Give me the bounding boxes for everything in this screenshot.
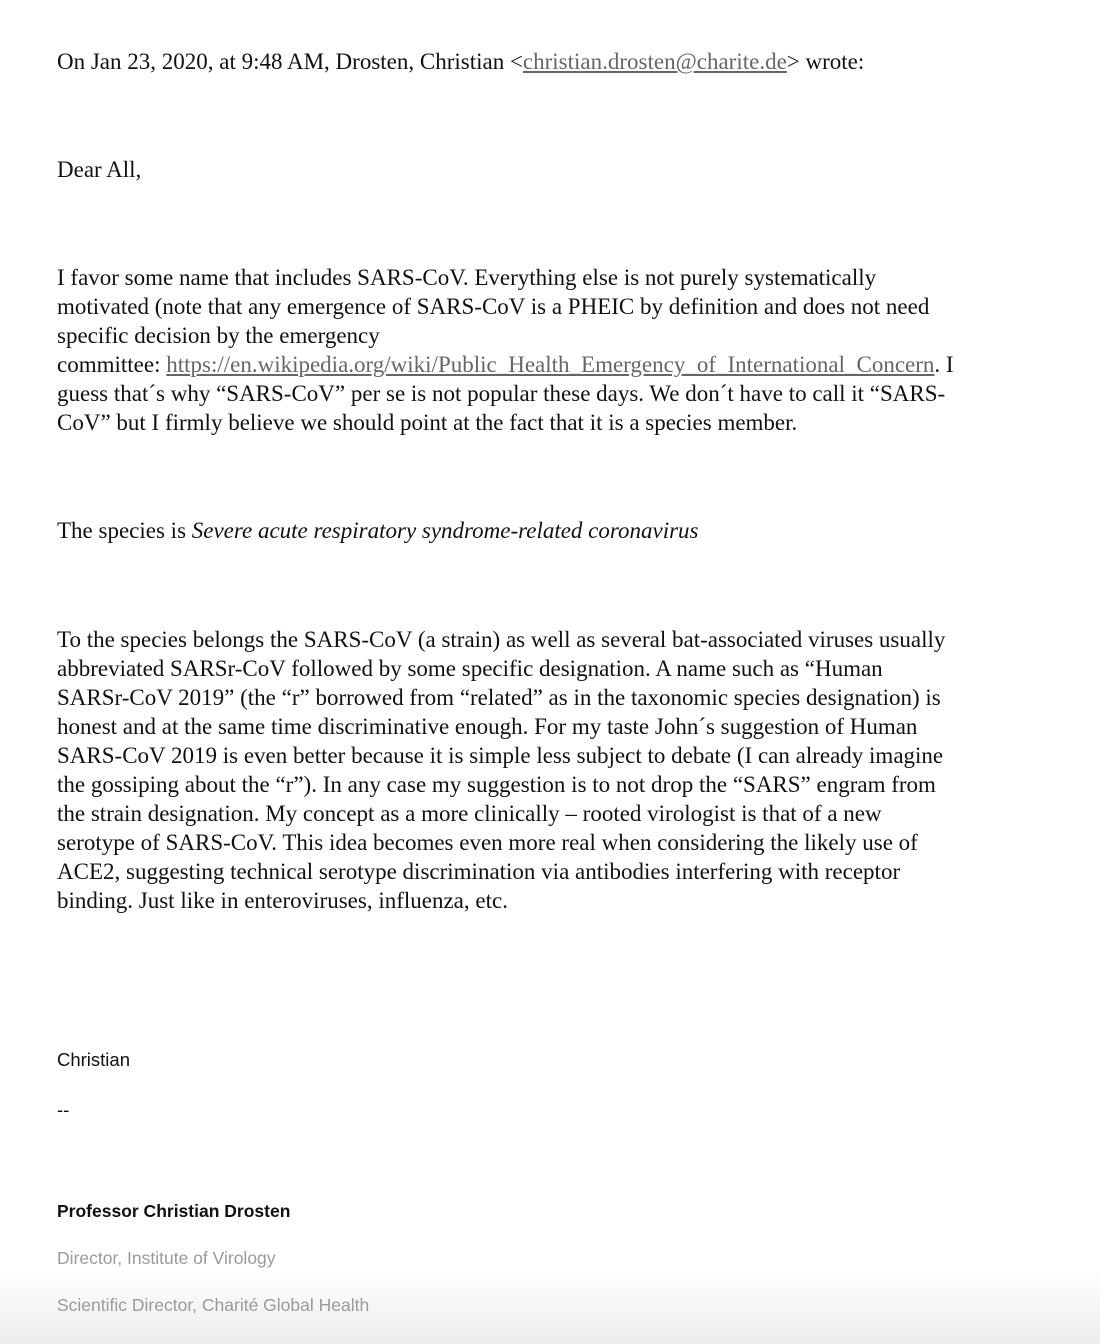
signoff: Christian <box>57 1049 130 1070</box>
sender-email-link[interactable]: christian.drosten@charite.de <box>522 49 787 74</box>
link-prefix: committee: <box>57 352 167 377</box>
signature-separator: -- <box>57 1099 70 1120</box>
species-name: Severe acute respiratory syndrome-related coronavirus <box>191 518 699 543</box>
text-line <box>57 350 954 379</box>
link-suffix: . I <box>934 352 954 377</box>
header-prefix: On Jan 23, 2020, at 9:48 AM, Drosten, Christian < <box>57 49 523 74</box>
text-line: specific decision by the emergency <box>57 323 380 348</box>
text-line: honest and at the same time discriminative enough. For my taste John´s suggestion of Human <box>57 714 918 739</box>
text-line: SARSr-CoV 2019” (the “r” borrowed from “related” as in the taxonomic species designation) is <box>57 685 941 710</box>
text-line: SARS-CoV 2019 is even better because it is simple less subject to debate (I can already imagine <box>57 743 944 768</box>
signature-title-1: Director, Institute of Virology <box>57 1248 276 1268</box>
text-line: motivated (note that any emergence of SARS-CoV is a PHEIC by definition and does not need <box>57 294 930 319</box>
signature-name: Professor Christian Drosten <box>57 1201 291 1221</box>
text-line: I favor some name that includes SARS-CoV. Everything else is not purely systematically <box>57 265 877 290</box>
text-line: the gossiping about the “r”). In any case my suggestion is to not drop the “SARS” engram from <box>57 772 936 797</box>
species-prefix: The species is <box>57 518 192 543</box>
signature-title-2: Scientific Director, Charité Global Health <box>57 1295 370 1315</box>
text-line: serotype of SARS-CoV. This idea becomes even more real when considering the likely use of <box>57 830 918 855</box>
text-line: CoV” but I firmly believe we should point at the fact that it is a species member. <box>57 410 798 435</box>
header-suffix: > wrote: <box>786 49 865 74</box>
text-line: ACE2, suggesting technical serotype discrimination via antibodies interfering with receptor <box>57 859 901 884</box>
text-line: abbreviated SARSr-CoV followed by some specific designation. A name such as “Human <box>57 656 883 681</box>
email-quote-header <box>57 47 864 76</box>
text-line: the strain designation. My concept as a more clinically – rooted virologist is that of a new <box>57 801 882 826</box>
species-line <box>57 516 698 545</box>
text-line: guess that´s why “SARS-CoV” per se is not popular these days. We don´t have to call it “SARS- <box>57 381 946 406</box>
text-line: binding. Just like in enteroviruses, influenza, etc. <box>57 888 508 913</box>
greeting: Dear All, <box>57 157 142 182</box>
text-line: To the species belongs the SARS-CoV (a strain) as well as several bat-associated viruses usually <box>57 627 946 652</box>
wikipedia-pheic-link[interactable]: https://en.wikipedia.org/wiki/Public_Health_Emergency_of_International_Concern <box>166 352 935 377</box>
